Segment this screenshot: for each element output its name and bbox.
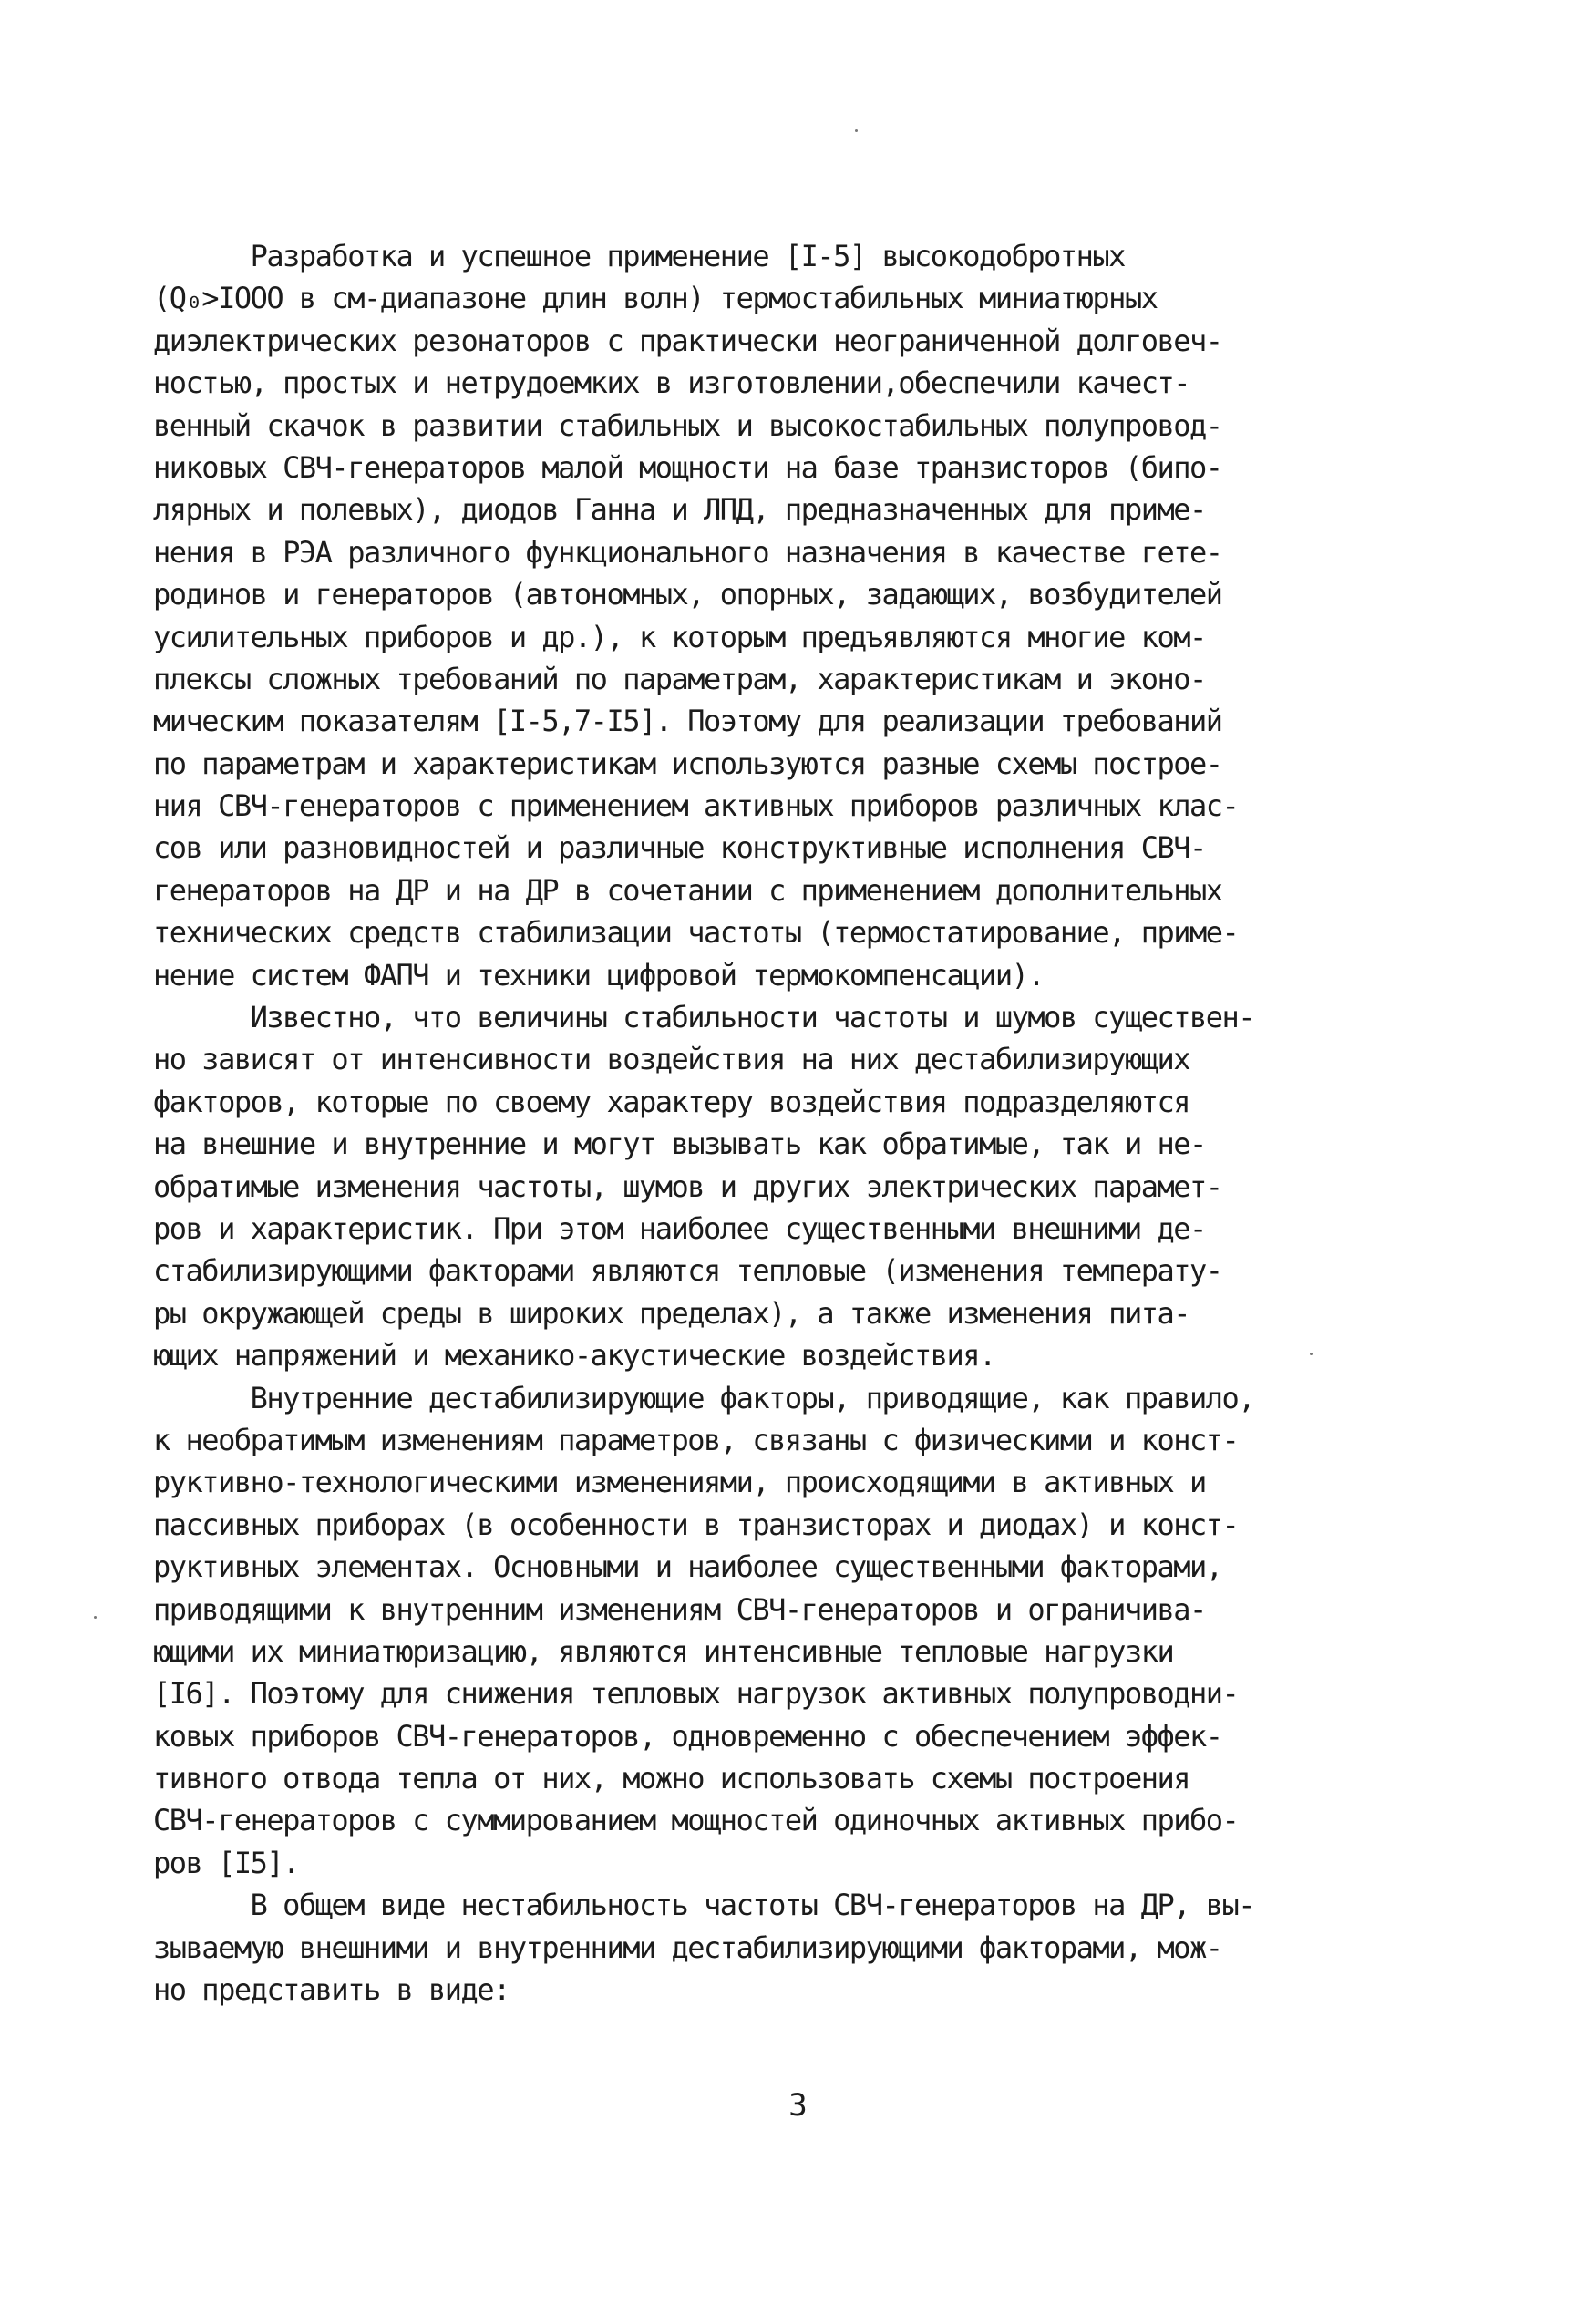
page-number: 3 bbox=[788, 2087, 808, 2124]
text-line: стабилизирующими факторами являются тепловые (изменения температу- bbox=[153, 1253, 1222, 1289]
text-line: ров [I5]. bbox=[153, 1845, 299, 1880]
text-line: плексы сложных требований по параметрам, характеристикам и эконо- bbox=[153, 661, 1206, 696]
text-line: по параметрам и характеристикам используются разные схемы построе- bbox=[153, 746, 1222, 781]
text-line: на внешние и внутренние и могут вызывать как обратимые, так и не- bbox=[153, 1127, 1206, 1162]
text-line: генераторов на ДР и на ДР в сочетании с применением дополнительных bbox=[153, 872, 1222, 908]
text-line: родинов и генераторов (автономных, опорных, задающих, возбудителей bbox=[153, 577, 1222, 612]
text-line: руктивных элементах. Основными и наиболее существенными факторами, bbox=[153, 1549, 1222, 1585]
text-line: (Q₀>IOOO в см-диапазоне длин волн) термостабильных миниатюрных bbox=[153, 281, 1158, 316]
text-line: руктивно-технологическими изменениями, происходящими в активных и bbox=[153, 1465, 1206, 1500]
text-line: венный скачок в развитии стабильных и высокостабильных полупровод- bbox=[153, 407, 1222, 443]
text-line: но представить в виде: bbox=[153, 1972, 510, 2008]
text-line: лярных и полевых), диодов Ганна и ЛПД, предназначенных для приме- bbox=[153, 492, 1206, 528]
text-line: тивного отвода тепла от них, можно использовать схемы построения bbox=[153, 1761, 1189, 1796]
text-line: сов или разновидностей и различные конструктивные исполнения СВЧ- bbox=[153, 830, 1206, 866]
scan-speck bbox=[94, 1616, 97, 1619]
text-line: Разработка и успешное применение [I-5] высокодобротных bbox=[153, 239, 1125, 273]
text-line: ностью, простых и нетрудоемких в изготовлении,обеспечили качест- bbox=[153, 365, 1189, 401]
text-line: ры окружающей среды в широких пределах), а также изменения пита- bbox=[153, 1295, 1189, 1331]
text-line: диэлектрических резонаторов с практически неограниченной долговеч- bbox=[153, 323, 1222, 358]
scan-speck bbox=[855, 129, 858, 132]
text-line: мическим показателям [I-5,7-I5]. Поэтому для реализации требований bbox=[153, 704, 1222, 739]
text-line: Внутренние дестабилизирующие факторы, приводящие, как правило, bbox=[153, 1380, 1255, 1415]
text-line: ковых приборов СВЧ-генераторов, одновременно с обеспечением эффек- bbox=[153, 1718, 1222, 1754]
text-line: к необратимым изменениям параметров, связаны с физическими и конст- bbox=[153, 1422, 1239, 1457]
text-line: СВЧ-генераторов с суммированием мощностей одиночных активных прибо- bbox=[153, 1803, 1239, 1838]
text-line: Известно, что величины стабильности частоты и шумов существен- bbox=[153, 1000, 1255, 1035]
text-line: ния СВЧ-генераторов с применением активных приборов различных клас- bbox=[153, 788, 1239, 824]
text-line: нения в РЭА различного функционального назначения в качестве гете- bbox=[153, 534, 1222, 570]
text-line: пассивных приборах (в особенности в транзисторах и диодах) и конст- bbox=[153, 1507, 1239, 1542]
text-line: зываемую внешними и внутренними дестабилизирующими факторами, мож- bbox=[153, 1929, 1222, 1965]
text-line: усилительных приборов и др.), к которым предъявляются многие ком- bbox=[153, 619, 1206, 654]
text-line: [I6]. Поэтому для снижения тепловых нагрузок активных полупроводни- bbox=[153, 1676, 1239, 1712]
body-text bbox=[153, 235, 1347, 2011]
text-line: но зависят от интенсивности воздействия на них дестабилизирующих bbox=[153, 1042, 1189, 1077]
text-line: приводящими к внутренним изменениям СВЧ-генераторов и ограничива- bbox=[153, 1591, 1206, 1627]
text-line: никовых СВЧ-генераторов малой мощности на базе транзисторов (бипо- bbox=[153, 449, 1222, 485]
text-line: ющих напряжений и механико-акустические воздействия. bbox=[153, 1338, 995, 1374]
text-line: обратимые изменения частоты, шумов и других электрических парамет- bbox=[153, 1168, 1222, 1204]
text-line: нение систем ФАПЧ и техники цифровой термокомпенсации). bbox=[153, 957, 1045, 993]
text-line: В общем виде нестабильность частоты СВЧ-генераторов на ДР, вы- bbox=[153, 1888, 1255, 1923]
text-line: ров и характеристик. При этом наиболее существенными внешними де- bbox=[153, 1210, 1206, 1246]
text-line: факторов, которые по своему характеру воздействия подразделяются bbox=[153, 1084, 1189, 1119]
text-line: технических средств стабилизации частоты (термостатирование, приме- bbox=[153, 915, 1239, 951]
text-line: ющими их миниатюризацию, являются интенсивные тепловые нагрузки bbox=[153, 1633, 1174, 1669]
